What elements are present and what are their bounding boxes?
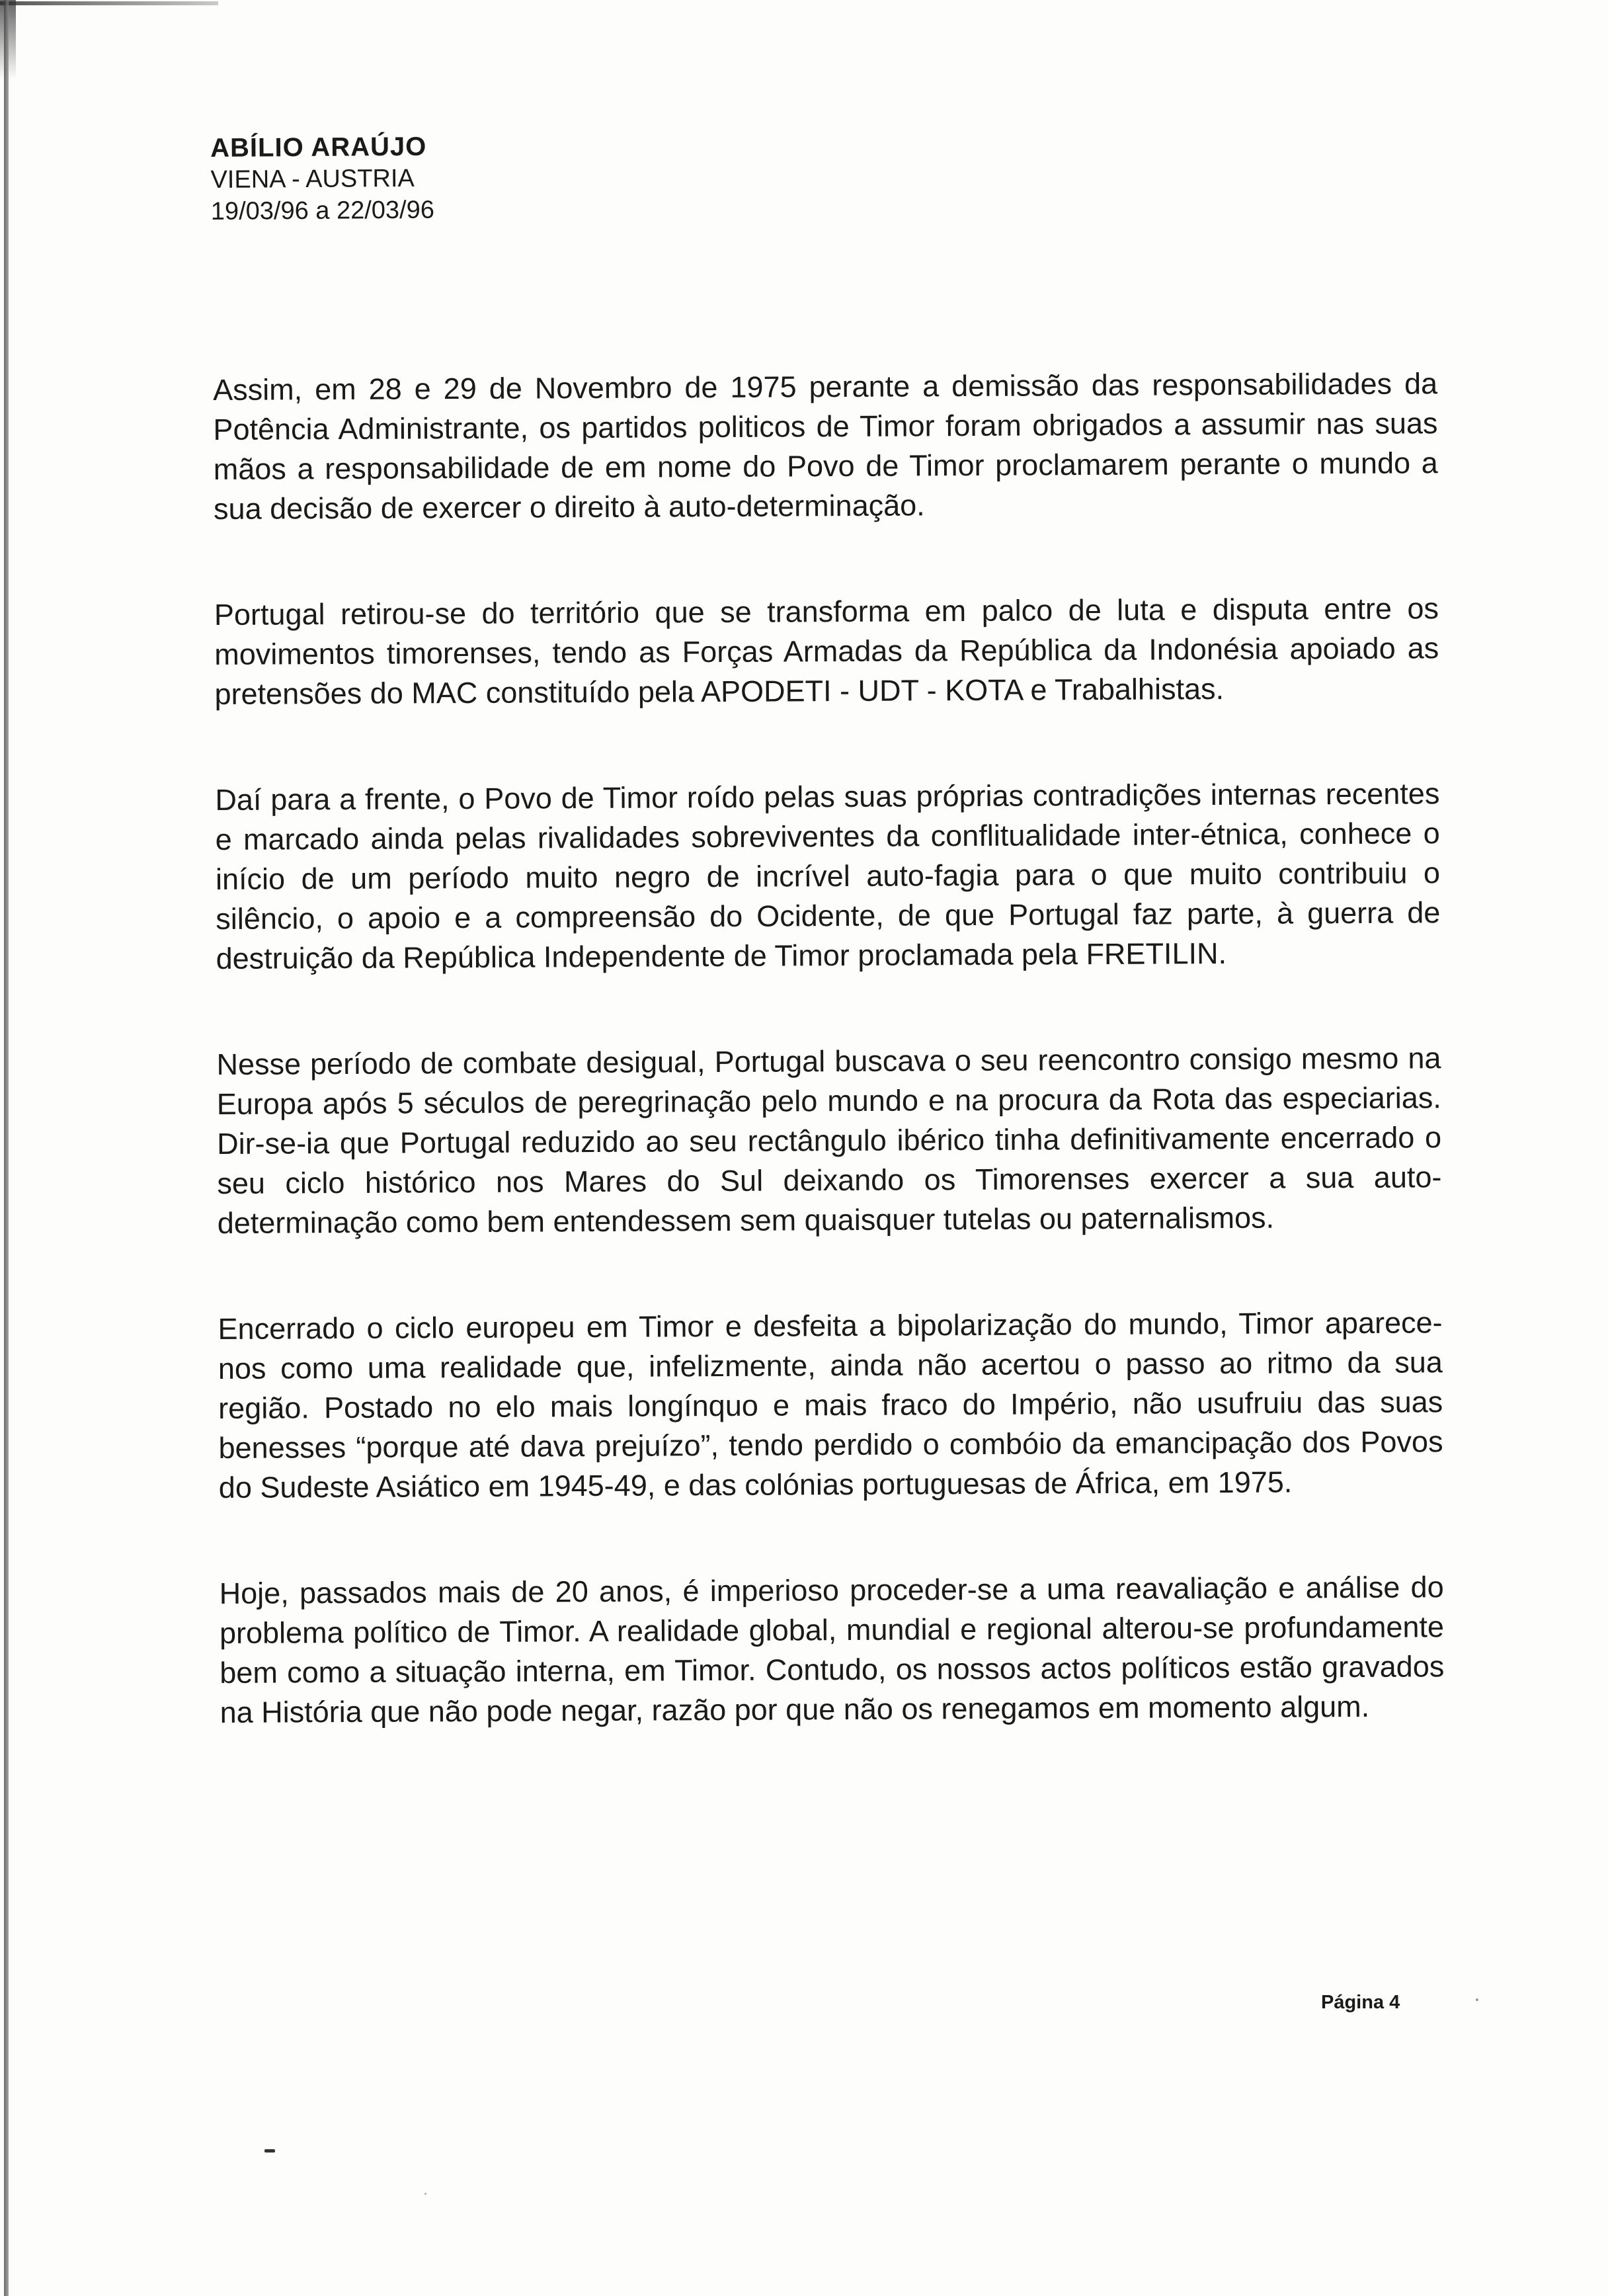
paragraph: Portugal retirou-se do território que se transforma em palco de luta e disputa entre os movimentos timorenses, tendo as Forças Armadas da República da Indonésia apoiado as pretensões do MAC constituído pela APODETI - UDT - KOTA e Trabalhistas. (214, 591, 1439, 711)
page-number: Página 4 (1321, 1992, 1400, 2013)
paragraph: Daí para a frente, o Povo de Timor roído pelas suas próprias contradições internas recentes e marcado ainda pelas rivalidades sobreviventes da conflitualidade inter-étnica, conhece o início de um período muito negro de incrível auto-fagia para o que muito contribuiu o silêncio, o apoio e a compreensão do Ocidente, de que Portugal faz parte, à guerra de destruição da República Independente de Timor proclamada pela FRETILIN. (215, 776, 1441, 975)
document-body (213, 364, 1445, 1799)
scan-speck (1476, 1998, 1478, 2001)
paragraph: Nesse período de combate desigual, Portugal buscava o seu reencontro consigo mesmo na Europa após 5 séculos de peregrinação pelo mundo e na procura da Rota das especiarias. Dir-se-ia que Portugal reduzido ao seu rectângulo ibérico tinha definitivamente encerrado o seu ciclo histórico nos Mares do Sul deixando os Timorenses exercer a sua auto-determinação como bem entendessem sem quaisquer tutelas ou paternalismos. (216, 1041, 1442, 1240)
paragraph: Encerrado o ciclo europeu em Timor e desfeita a bipolarização do mundo, Timor aparece-nos como uma realidade que, infelizmente, ainda não acertou o passo ao ritmo da sua região. Postado no elo mais longínquo e mais fraco do Império, não usufruiu das suas benesses “porque até dava prejuízo”, tendo perdido o combóio da emancipação dos Povos do Sudeste Asiático em 1945-49, e das colónias portuguesas de África, em 1975. (218, 1305, 1443, 1504)
scan-artifact-left-edge (4, 0, 9, 2296)
paragraph: Hoje, passados mais de 20 anos, é imperioso proceder-se a uma reavaliação e análise do problema político de Timor. A realidade global, mundial e regional alterou-se profundamente bem como a situação interna, em Timor. Contudo, os nossos actos políticos estão gravados na História que não pode negar, razão por que não os renegamos em momento algum. (219, 1570, 1445, 1729)
location-line: VIENA - AUSTRIA (210, 164, 415, 194)
scan-speck (264, 2149, 275, 2152)
scan-artifact-top-edge (0, 1, 218, 5)
scan-speck (424, 2193, 426, 2195)
paragraph: Assim, em 28 e 29 de Novembro de 1975 perante a demissão das responsabilidades da Potência Administrante, os partidos politicos de Timor foram obrigados a assumir nas suas mãos a responsabilidade de em nome do Povo de Timor proclamarem perante o mundo a sua decisão de exercer o direito à auto-determinação. (213, 366, 1438, 526)
document-header (210, 128, 806, 227)
date-range: 19/03/96 a 22/03/96 (210, 196, 435, 226)
author-name: ABÍLIO ARAÚJO (210, 132, 427, 163)
